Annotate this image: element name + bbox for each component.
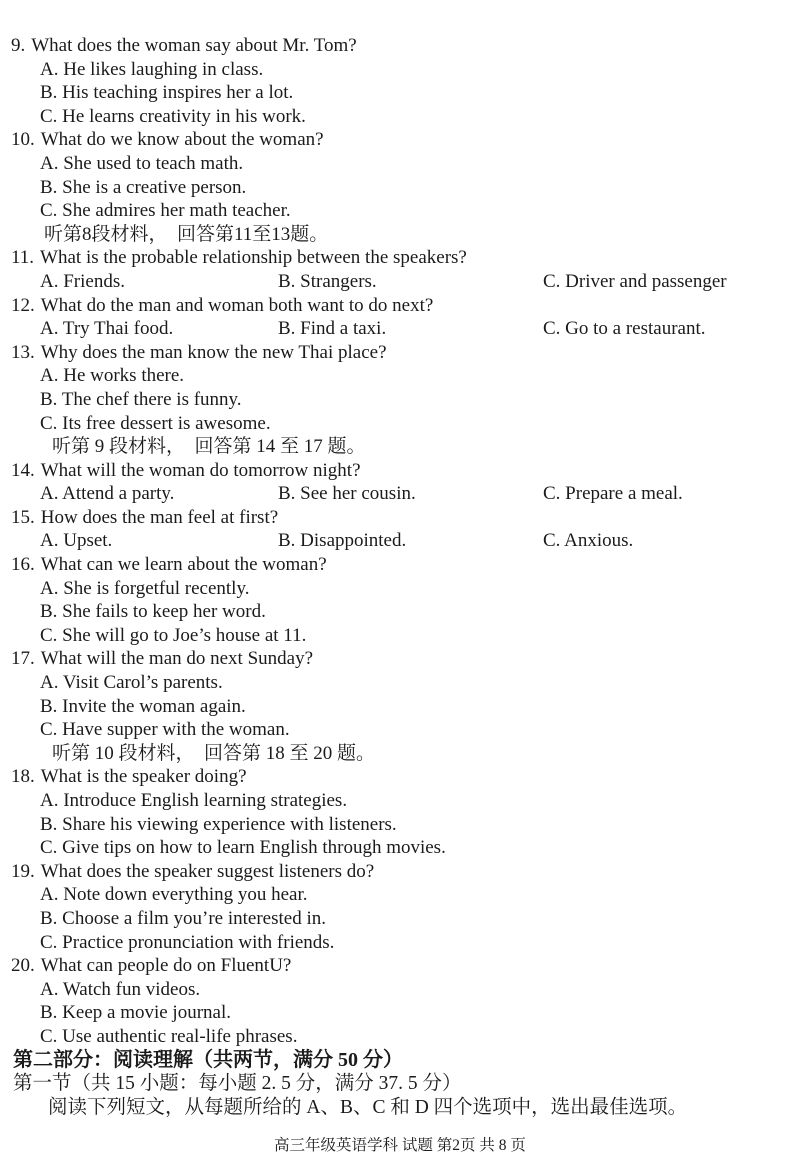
listening-cue-10: 听第 10 段材料， 回答第 18 至 20 题。 (52, 742, 376, 764)
option-9a: A. He likes laughing in class. (40, 58, 264, 80)
option-14c: C. Prepare a meal. (543, 483, 683, 505)
options-row-14 (0, 482, 800, 506)
option-20b: B. Keep a movie journal. (40, 1002, 232, 1024)
question-9 (0, 34, 800, 58)
question-17-number: 17. (11, 648, 35, 670)
question-13-stem: Why does the man know the new Thai place? (40, 341, 387, 363)
question-10-stem: What do we know about the woman? (40, 129, 324, 151)
option-14b: B. See her cousin. (278, 483, 416, 505)
option-14a: A. Attend a party. (40, 483, 175, 505)
option-12b: B. Find a taxi. (278, 318, 387, 340)
question-13-number: 13. (11, 341, 35, 363)
option-11c: C. Driver and passenger (543, 270, 727, 292)
section1-title: 第一节（共 15 小题：每小题 2. 5 分，满分 37. 5 分） (13, 1073, 462, 1095)
option-16b: B. She fails to keep her word. (40, 601, 266, 623)
question-12 (0, 294, 800, 318)
option-12c: C. Go to a restaurant. (543, 318, 706, 340)
option-15c: C. Anxious. (543, 530, 634, 552)
question-16-number: 16. (11, 554, 35, 576)
question-18-number: 18. (11, 766, 35, 788)
option-17a: A. Visit Carol’s parents. (40, 672, 223, 694)
question-20 (0, 954, 800, 978)
question-12-stem: What do the man and woman both want to do next? (40, 294, 434, 316)
option-10b: B. She is a creative person. (40, 176, 247, 198)
question-9-stem: What does the woman say about Mr. Tom? (31, 35, 357, 56)
listening-cue-8: 听第8段材料， 回答第11至13题。 (44, 223, 329, 245)
part2-title: 第二部分：阅读理解（共两节，满分 50 分） (13, 1048, 403, 1071)
option-18b: B. Share his viewing experience with listeners. (40, 813, 397, 835)
question-18-stem: What is the speaker doing? (40, 766, 247, 788)
option-19c: C. Practice pronunciation with friends. (40, 931, 335, 953)
option-19a: A. Note down everything you hear. (40, 884, 308, 906)
question-17-stem: What will the man do next Sunday? (40, 648, 314, 670)
question-10 (0, 128, 800, 152)
question-14-number: 14. (11, 459, 35, 481)
option-12a: A. Try Thai food. (40, 318, 174, 340)
question-17 (0, 647, 800, 671)
question-16 (0, 553, 800, 577)
option-20c: C. Use authentic real-life phrases. (40, 1025, 298, 1047)
question-14-stem: What will the woman do tomorrow night? (40, 459, 361, 481)
question-11-stem: What is the probable relationship between the speakers? (40, 247, 467, 269)
question-15-stem: How does the man feel at first? (40, 506, 279, 528)
question-20-number: 20. (11, 955, 35, 977)
question-19-stem: What does the speaker suggest listeners do? (40, 860, 375, 882)
option-10c: C. She admires her math teacher. (40, 200, 291, 222)
option-17b: B. Invite the woman again. (40, 695, 246, 717)
options-row-12 (0, 317, 800, 341)
question-20-stem: What can people do on FluentU? (40, 955, 292, 977)
question-13 (0, 341, 800, 365)
reading-instruction: 阅读下列短文，从每题所给的 A、B、C 和 D 四个选项中，选出最佳选项。 (48, 1096, 688, 1118)
question-14 (0, 459, 800, 483)
option-13a: A. He works there. (40, 365, 185, 387)
page-footer: 高三年级英语学科 试题 第2页 共 8 页 (274, 1137, 526, 1154)
option-18a: A. Introduce English learning strategies. (40, 790, 348, 811)
option-15a: A. Upset. (40, 530, 113, 552)
option-19b: B. Choose a film you’re interested in. (40, 907, 326, 929)
option-17c: C. Have supper with the woman. (40, 719, 290, 741)
options-row-15 (0, 529, 800, 553)
question-15 (0, 506, 800, 530)
question-9-number: 9. (11, 35, 26, 56)
option-18c: C. Give tips on how to learn English through movies. (40, 837, 446, 859)
option-9b: B. His teaching inspires her a lot. (40, 82, 294, 104)
question-18 (0, 765, 800, 789)
option-13c: C. Its free dessert is awesome. (40, 412, 271, 434)
listening-cue-9: 听第 9 段材料， 回答第 14 至 17 题。 (52, 436, 366, 458)
option-16c: C. She will go to Joe’s house at 11. (40, 624, 307, 646)
options-row-11 (0, 270, 800, 294)
option-9c: C. He learns creativity in his work. (40, 105, 306, 127)
option-15b: B. Disappointed. (278, 530, 407, 552)
question-19 (0, 860, 800, 884)
option-20a: A. Watch fun videos. (40, 978, 201, 1000)
option-13b: B. The chef there is funny. (40, 388, 242, 410)
question-11 (0, 246, 800, 270)
option-16a: A. She is forgetful recently. (40, 577, 250, 599)
option-11b: B. Strangers. (278, 270, 377, 292)
question-16-stem: What can we learn about the woman? (40, 554, 327, 576)
option-11a: A. Friends. (40, 270, 125, 292)
question-11-number: 11. (11, 247, 35, 269)
option-10a: A. She used to teach math. (40, 152, 244, 174)
question-15-number: 15. (11, 506, 35, 528)
question-10-number: 10. (11, 129, 35, 151)
question-12-number: 12. (11, 294, 35, 316)
question-19-number: 19. (11, 860, 35, 882)
